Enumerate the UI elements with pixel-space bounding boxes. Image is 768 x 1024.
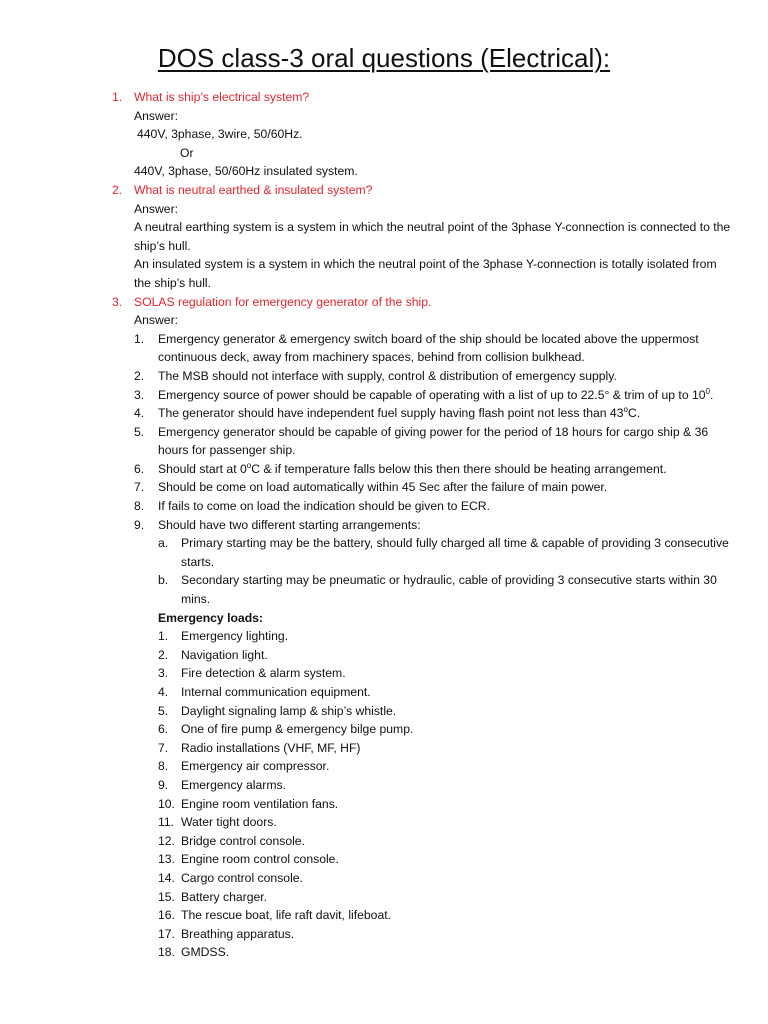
document-content — [0, 88, 768, 962]
list-item — [0, 386, 768, 405]
list-text: Should have two different starting arrangements: — [158, 517, 421, 532]
list-number: 7. — [158, 740, 169, 755]
superscript: o — [623, 405, 628, 415]
list-number: 18. — [158, 945, 175, 960]
answer-label: Answer: — [134, 313, 179, 328]
list-item — [0, 460, 768, 479]
sub-list-item — [0, 534, 768, 571]
question-number: 3. — [112, 294, 123, 309]
list-number: 3. — [158, 666, 169, 681]
list-item — [0, 739, 768, 758]
answer-label: Answer: — [134, 201, 179, 216]
list-text: Emergency generator & emergency switch board of the ship should be located above the uppermost continuous deck, away from machinery spaces, behind from collision bulkhead. — [158, 331, 699, 365]
answer-line: 440V, 3phase, 50/60Hz insulated system. — [134, 164, 358, 179]
list-text — [158, 386, 732, 405]
list-number: 8. — [158, 759, 169, 774]
list-text: Engine room ventilation fans. — [181, 796, 339, 811]
sub-list-letter: b. — [158, 573, 169, 588]
list-text-part: Emergency source of power should be capable of operating with a list of up to 22.5° & trim of up to 10 — [158, 387, 706, 402]
list-number: 9. — [134, 517, 145, 532]
list-text: Emergency air compressor. — [181, 759, 330, 774]
list-text: Emergency alarms. — [181, 777, 286, 792]
question-number: 2. — [112, 182, 123, 197]
sub-list-text: Secondary starting may be pneumatic or hydraulic, cable of providing 3 consecutive starts within 30 mins. — [181, 573, 717, 607]
list-text: Bridge control console. — [181, 833, 305, 848]
question-text: What is neutral earthed & insulated system? — [134, 182, 373, 197]
list-item — [0, 925, 768, 944]
list-text: Water tight doors. — [181, 815, 277, 830]
list-number: 17. — [158, 926, 175, 941]
list-number: 5. — [158, 703, 169, 718]
list-number: 15. — [158, 889, 175, 904]
list-text-part: The generator should have independent fuel supply having flash point not less than 43 — [158, 406, 624, 421]
list-item — [0, 795, 768, 814]
list-text: Emergency generator should be capable of giving power for the period of 18 hours for cargo ship & 36 hours for passenger ship. — [158, 424, 709, 458]
list-item — [0, 478, 768, 497]
list-text — [158, 460, 732, 479]
emergency-loads-heading: Emergency loads: — [158, 610, 263, 625]
page-title: DOS class-3 oral questions (Electrical): — [157, 43, 611, 73]
list-item — [0, 702, 768, 721]
list-number: 2. — [134, 368, 145, 383]
list-number: 6. — [158, 722, 169, 737]
list-text: Cargo control console. — [181, 870, 303, 885]
list-text: Radio installations (VHF, MF, HF) — [181, 740, 361, 755]
list-item — [0, 367, 768, 386]
list-number: 2. — [158, 647, 169, 662]
question-text: SOLAS regulation for emergency generator of the ship. — [134, 294, 432, 309]
list-text: Navigation light. — [181, 647, 268, 662]
list-item — [0, 869, 768, 888]
list-item — [0, 516, 768, 535]
list-text-part: C & if temperature falls below this then there should be heating arrangement. — [251, 461, 667, 476]
list-number: 7. — [134, 480, 145, 495]
list-item — [0, 404, 768, 423]
list-text — [158, 404, 732, 423]
list-item — [0, 906, 768, 925]
list-number: 16. — [158, 908, 175, 923]
list-item — [0, 330, 768, 367]
question-1 — [0, 88, 768, 107]
list-text: GMDSS. — [181, 945, 230, 960]
list-text: The MSB should not interface with supply, control & distribution of emergency supply. — [158, 368, 617, 383]
answer-paragraph: A neutral earthing system is a system in which the neutral point of the 3phase Y-connection is connected to the ship’s hull. — [134, 220, 731, 253]
list-number: 1. — [158, 629, 169, 644]
list-item — [0, 888, 768, 907]
list-item — [0, 664, 768, 683]
list-text: Battery charger. — [181, 889, 268, 904]
list-number: 13. — [158, 852, 175, 867]
list-number: 9. — [158, 777, 169, 792]
list-item — [0, 646, 768, 665]
sub-list-text: Primary starting may be the battery, should fully charged all time & capable of providing 3 consecutive starts. — [181, 536, 729, 569]
list-text: Internal communication equipment. — [181, 685, 371, 699]
answer-or: Or — [180, 145, 194, 160]
list-number: 8. — [134, 499, 145, 514]
list-number: 14. — [158, 870, 175, 885]
list-item — [0, 423, 768, 460]
list-number: 10. — [158, 796, 175, 811]
list-number: 11. — [158, 815, 175, 830]
list-item — [0, 776, 768, 795]
list-item — [0, 850, 768, 869]
list-text: Daylight signaling lamp & ship’s whistle. — [181, 703, 397, 718]
list-text-part: . — [710, 387, 714, 402]
list-item — [0, 683, 768, 702]
question-number: 1. — [112, 90, 123, 104]
list-text-part: Should start at 0 — [158, 461, 247, 476]
question-3 — [0, 293, 768, 312]
list-text: If fails to come on load the indication should be given to ECR. — [158, 499, 490, 514]
list-item — [0, 497, 768, 516]
list-item — [0, 627, 768, 646]
list-number: 6. — [134, 461, 145, 476]
list-text: Emergency lighting. — [181, 629, 289, 644]
superscript: o — [246, 460, 252, 470]
answer-line: 440V, 3phase, 3wire, 50/60Hz. — [137, 127, 303, 142]
list-text: Fire detection & alarm system. — [181, 666, 346, 681]
emergency-loads-list — [0, 627, 768, 962]
sub-list-item — [0, 571, 768, 608]
list-number: 12. — [158, 833, 175, 848]
question-text: What is ship’s electrical system? — [134, 90, 310, 104]
answer-label: Answer: — [134, 108, 179, 123]
list-number: 4. — [158, 685, 169, 699]
sub-list-letter: a. — [158, 536, 169, 551]
list-text: The rescue boat, life raft davit, lifeboat. — [181, 908, 392, 923]
list-item — [0, 943, 768, 962]
question-2 — [0, 181, 768, 200]
list-item — [0, 757, 768, 776]
list-number: 1. — [134, 331, 145, 346]
list-number: 5. — [134, 424, 145, 439]
list-item — [0, 832, 768, 851]
list-item — [0, 720, 768, 739]
answer-paragraph: An insulated system is a system in which the neutral point of the 3phase Y-connection is totally isolated from the ship’s hull. — [134, 257, 717, 290]
list-text: Should be come on load automatically within 45 Sec after the failure of main power. — [158, 480, 608, 495]
list-number: 3. — [134, 387, 145, 402]
list-text: One of fire pump & emergency bilge pump. — [181, 722, 414, 737]
list-text: Breathing apparatus. — [181, 926, 295, 941]
list-item — [0, 813, 768, 832]
superscript: 0 — [705, 386, 710, 396]
list-text: Engine room control console. — [181, 852, 339, 867]
list-text-part: C. — [627, 406, 641, 421]
list-number: 4. — [134, 406, 145, 421]
